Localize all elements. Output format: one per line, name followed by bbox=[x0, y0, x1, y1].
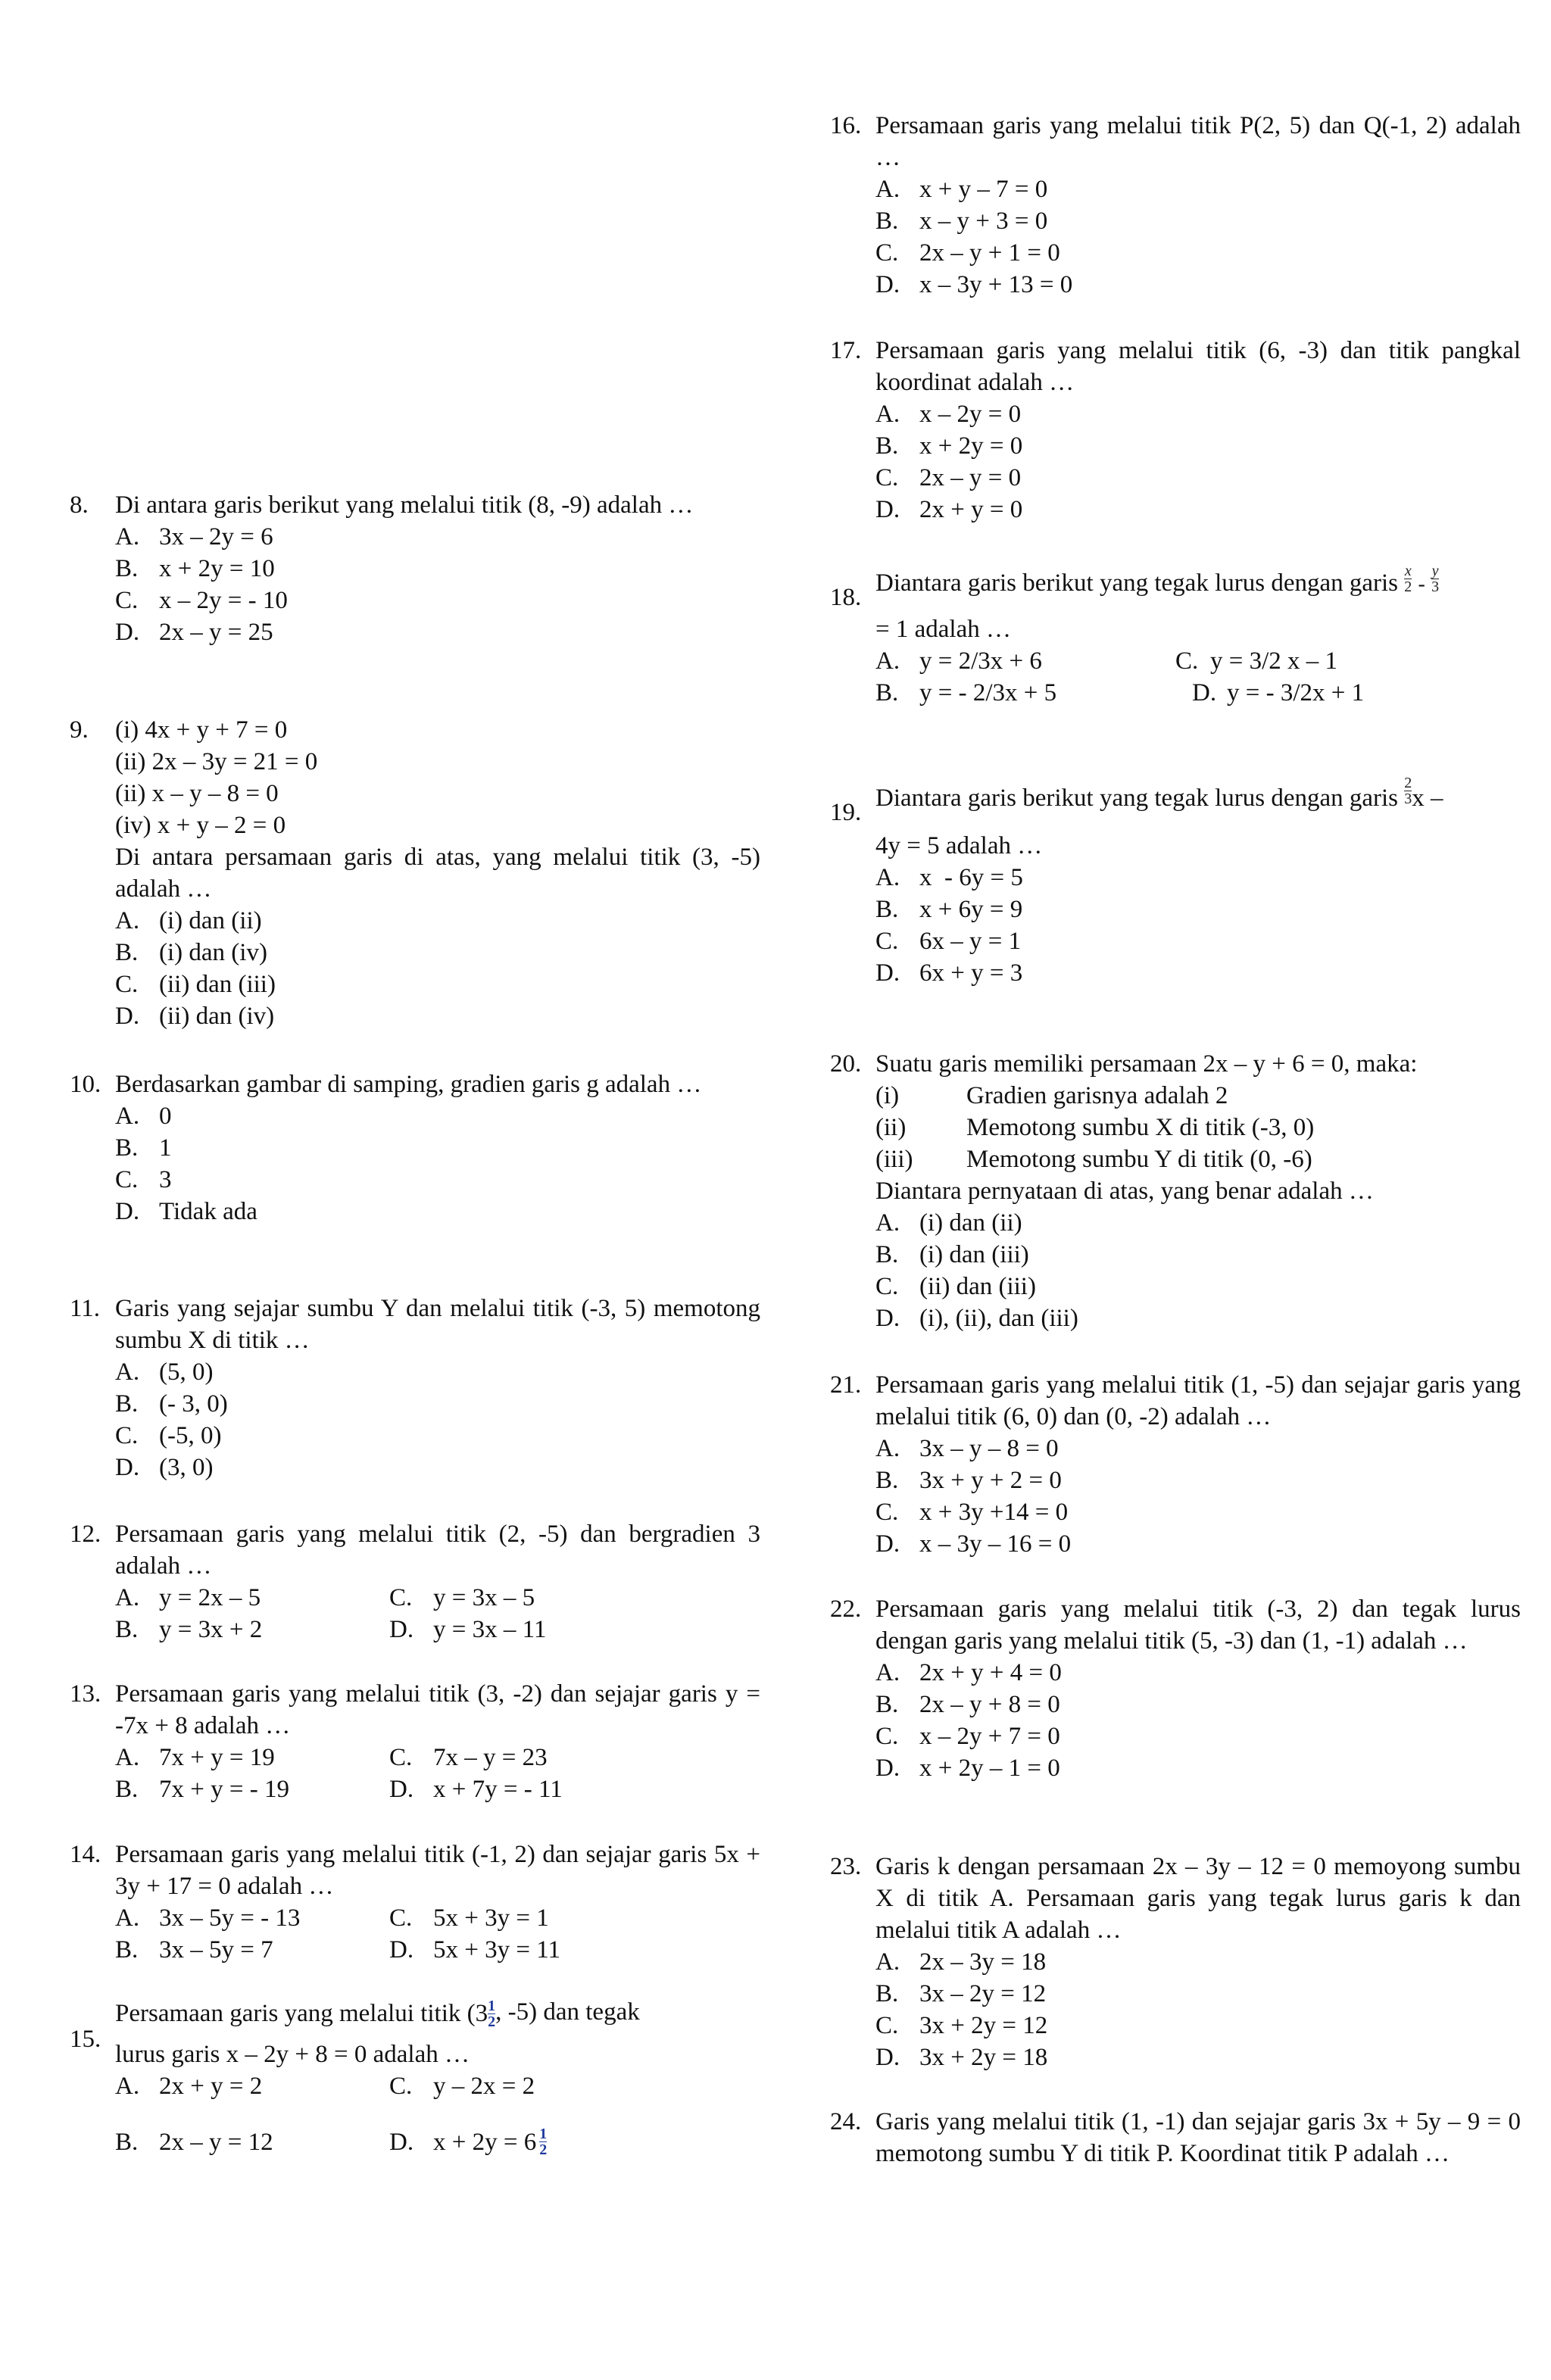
option-text: y = 3x – 11 bbox=[433, 1616, 547, 1643]
option-text: (i) dan (iv) bbox=[159, 939, 267, 966]
question-number: 23. bbox=[830, 1853, 862, 1880]
option-c[interactable] bbox=[389, 1742, 663, 1773]
stem-text: Persamaan garis yang melalui titik (3 bbox=[115, 2000, 488, 2027]
option-text: x + 3y +14 = 0 bbox=[919, 1499, 1069, 1526]
option-a[interactable] bbox=[115, 1902, 389, 1934]
option-b[interactable] bbox=[115, 1614, 389, 1645]
question-number: 18. bbox=[830, 584, 862, 611]
option-letter: D. bbox=[389, 1776, 414, 1803]
option-letter: C. bbox=[1175, 647, 1199, 675]
option-b[interactable] bbox=[115, 937, 760, 969]
option-text: 2x – y = 25 bbox=[159, 619, 273, 646]
option-text: 5x + 3y = 11 bbox=[433, 1936, 560, 1964]
option-text: 7x – y = 23 bbox=[433, 1744, 548, 1771]
option-letter: D. bbox=[115, 619, 140, 646]
statement-iii bbox=[875, 1143, 1521, 1175]
option-text: 2x + y + 4 = 0 bbox=[919, 1659, 1062, 1686]
option-text: 3x – y – 8 = 0 bbox=[919, 1435, 1059, 1462]
option-text: x – 2y + 7 = 0 bbox=[919, 1723, 1060, 1750]
option-letter: A. bbox=[115, 1584, 140, 1611]
option-text: (-5, 0) bbox=[159, 1422, 222, 1449]
option-d[interactable] bbox=[875, 494, 1521, 526]
option-text: 7x + y = - 19 bbox=[159, 1776, 289, 1803]
option-text: y = 2x – 5 bbox=[159, 1584, 261, 1611]
option-c[interactable] bbox=[875, 1720, 1521, 1752]
statement: (i) 4x + y + 7 = 0 bbox=[115, 716, 288, 744]
option-letter: A. bbox=[875, 1435, 900, 1462]
stem-text: = 1 adalah … bbox=[875, 616, 1011, 643]
question-number: 9. bbox=[70, 716, 89, 744]
option-text: 2x – y + 1 = 0 bbox=[919, 239, 1060, 267]
option-letter: A. bbox=[875, 1659, 900, 1686]
option-b[interactable] bbox=[875, 1978, 1521, 2010]
option-letter: C. bbox=[389, 1584, 413, 1611]
question-stem bbox=[875, 766, 1521, 862]
option-letter: B. bbox=[875, 1980, 899, 2007]
option-letter: C. bbox=[875, 2012, 899, 2039]
question-number: 24. bbox=[830, 2108, 862, 2135]
question-stem-continued: lurus garis x – 2y + 8 = 0 adalah … bbox=[115, 2041, 470, 2068]
question-number: 17. bbox=[830, 337, 862, 364]
stem-text: , -5) dan tegak bbox=[495, 1998, 640, 2026]
option-letter: B. bbox=[115, 1390, 139, 1418]
option-d[interactable] bbox=[115, 1000, 760, 1032]
option-text: 5x + 3y = 1 bbox=[433, 1904, 549, 1932]
option-letter: B. bbox=[875, 432, 899, 460]
option-text: x – 3y – 16 = 0 bbox=[919, 1530, 1072, 1558]
option-letter: B. bbox=[115, 555, 139, 582]
option-b[interactable] bbox=[115, 553, 760, 585]
question-stem: Persamaan garis yang melalui titik (3, -2) dan sejajar garis y = -7x + 8 adalah … bbox=[115, 1680, 760, 1739]
option-letter: D. bbox=[875, 959, 900, 987]
option-d[interactable] bbox=[115, 1452, 760, 1483]
question-stem: Garis yang sejajar sumbu Y dan melalui titik (-3, 5) memotong sumbu X di titik … bbox=[115, 1295, 760, 1354]
option-letter: C. bbox=[115, 971, 139, 998]
option-c[interactable] bbox=[115, 1420, 760, 1452]
question-stem: Persamaan garis yang melalui titik (-1, 2) dan sejajar garis 5x + 3y + 17 = 0 adalah … bbox=[115, 1841, 760, 1900]
option-b[interactable] bbox=[875, 1239, 1521, 1271]
question-12 bbox=[70, 1518, 760, 1645]
option-letter: C. bbox=[389, 1904, 413, 1932]
question-11 bbox=[70, 1293, 760, 1483]
option-letter: A. bbox=[115, 1744, 140, 1771]
fraction-denominator: 3 bbox=[1404, 791, 1412, 807]
option-letter: C. bbox=[875, 1723, 899, 1750]
option-text: (i) dan (ii) bbox=[919, 1209, 1022, 1237]
option-text: x + 7y = - 11 bbox=[433, 1776, 563, 1803]
question-stem: Persamaan garis yang melalui titik (2, -5) dan bergradien 3 adalah … bbox=[115, 1521, 760, 1580]
minus-sign: - bbox=[1418, 572, 1425, 596]
question-number: 16. bbox=[830, 112, 862, 139]
option-d[interactable] bbox=[875, 2042, 1521, 2073]
option-text: (3, 0) bbox=[159, 1454, 214, 1481]
question-stem: Di antara persamaan garis di atas, yang melalui titik (3, -5) adalah … bbox=[115, 844, 760, 903]
option-d[interactable] bbox=[389, 2126, 663, 2158]
option-letter: C. bbox=[115, 587, 139, 614]
question-stem: Persamaan garis yang melalui titik P(2, 5) dan Q(-1, 2) adalah … bbox=[875, 112, 1521, 171]
option-letter: B. bbox=[875, 1691, 899, 1718]
option-text: x + 2y = 0 bbox=[919, 432, 1023, 460]
option-c[interactable] bbox=[875, 1496, 1521, 1528]
option-b[interactable] bbox=[115, 1388, 760, 1420]
fraction-denominator: 2 bbox=[488, 2013, 496, 2030]
option-letter: B. bbox=[875, 679, 899, 707]
option-text: 2x – y = 0 bbox=[919, 464, 1022, 491]
statement-label: (i) bbox=[875, 1082, 900, 1109]
statement-label: (iii) bbox=[875, 1146, 913, 1173]
option-c[interactable] bbox=[875, 237, 1521, 269]
question-19 bbox=[830, 766, 1521, 989]
option-letter: A. bbox=[115, 1103, 140, 1130]
stem-text: Diantara garis berikut yang tegak lurus dengan garis bbox=[875, 784, 1399, 812]
option-text: (ii) dan (iii) bbox=[919, 1273, 1036, 1300]
option-text: 2x – 3y = 18 bbox=[919, 1948, 1047, 1976]
option-d[interactable] bbox=[389, 1934, 663, 1966]
option-a[interactable] bbox=[115, 1356, 760, 1388]
option-d[interactable] bbox=[389, 1773, 663, 1805]
option-letter: D. bbox=[1192, 679, 1217, 707]
option-a[interactable] bbox=[875, 1207, 1521, 1239]
option-c[interactable] bbox=[115, 1164, 760, 1196]
option-text: 2x + y = 0 bbox=[919, 496, 1023, 523]
option-letter: A. bbox=[875, 1209, 900, 1237]
option-d[interactable] bbox=[1192, 677, 1466, 709]
option-text: 6x – y = 1 bbox=[919, 928, 1022, 955]
option-text: 0 bbox=[159, 1103, 172, 1130]
question-number: 11. bbox=[70, 1295, 101, 1322]
option-text: 3 bbox=[159, 1166, 172, 1193]
option-b[interactable] bbox=[875, 205, 1521, 237]
option-letter: A. bbox=[875, 647, 900, 675]
question-stem: Suatu garis memiliki persamaan 2x – y + 6 = 0, maka: bbox=[875, 1050, 1418, 1078]
option-d[interactable] bbox=[875, 1528, 1521, 1560]
option-letter: A. bbox=[115, 1358, 140, 1386]
option-a[interactable] bbox=[875, 173, 1521, 205]
statement: (ii) x – y – 8 = 0 bbox=[115, 780, 279, 807]
question-20 bbox=[830, 1048, 1521, 1334]
statement: (ii) 2x – 3y = 21 = 0 bbox=[115, 748, 318, 775]
fraction-denominator: 2 bbox=[1404, 579, 1412, 595]
option-d[interactable] bbox=[115, 616, 760, 648]
question-stem: Di antara garis berikut yang melalui titik (8, -9) adalah … bbox=[115, 491, 694, 519]
stem-text: x – bbox=[1412, 784, 1443, 812]
option-c[interactable] bbox=[875, 925, 1521, 957]
question-number: 12. bbox=[70, 1521, 101, 1548]
question-17 bbox=[830, 335, 1521, 526]
question-number: 14. bbox=[70, 1841, 101, 1868]
question-21 bbox=[830, 1369, 1521, 1560]
option-text: 2x – y = 12 bbox=[159, 2129, 273, 2156]
question-stem: Persamaan garis yang melalui titik (-3, 2) dan tegak lurus dengan garis yang melalui titik (5, -3) dan (1, -1) adalah … bbox=[875, 1596, 1521, 1655]
option-text: y – 2x = 2 bbox=[433, 2073, 535, 2100]
stem-text: 4y = 5 adalah … bbox=[875, 832, 1043, 859]
option-letter: A. bbox=[875, 864, 900, 891]
question-number: 20. bbox=[830, 1050, 862, 1078]
question-10 bbox=[70, 1068, 760, 1227]
option-text: y = 3/2 x – 1 bbox=[1210, 647, 1338, 675]
fraction-numerator: 2 bbox=[1404, 775, 1412, 791]
option-a[interactable] bbox=[875, 1433, 1521, 1464]
fraction bbox=[539, 2126, 547, 2158]
option-letter: D. bbox=[875, 1755, 900, 1782]
option-text: x + 2y = 10 bbox=[159, 555, 275, 582]
question-number: 21. bbox=[830, 1371, 862, 1399]
fraction bbox=[488, 1998, 495, 2029]
option-text: 3x + y + 2 = 0 bbox=[919, 1467, 1062, 1494]
option-c[interactable] bbox=[875, 2010, 1521, 2042]
question-stem: Berdasarkan gambar di samping, gradien garis g adalah … bbox=[115, 1071, 702, 1098]
option-letter: B. bbox=[875, 1241, 899, 1268]
option-b[interactable] bbox=[115, 2126, 389, 2158]
option-b[interactable] bbox=[115, 1132, 760, 1164]
statement-text: Gradien garisnya adalah 2 bbox=[966, 1082, 1228, 1109]
statement-ii bbox=[875, 1112, 1521, 1143]
option-text: 3x + 2y = 18 bbox=[919, 2044, 1048, 2071]
option-letter: D. bbox=[115, 1003, 140, 1030]
option-a[interactable] bbox=[115, 521, 760, 553]
option-letter: D. bbox=[115, 1454, 140, 1481]
option-d[interactable] bbox=[875, 1302, 1521, 1334]
option-b[interactable] bbox=[875, 894, 1521, 925]
option-text: (5, 0) bbox=[159, 1358, 214, 1386]
option-letter: D. bbox=[875, 2044, 900, 2071]
option-text: 2x + y = 2 bbox=[159, 2073, 263, 2100]
question-stem: Garis yang melalui titik (1, -1) dan sejajar garis 3x + 5y – 9 = 0 memotong sumbu Y di titik P. Koordinat titik P adalah … bbox=[875, 2108, 1521, 2167]
option-b[interactable] bbox=[875, 430, 1521, 462]
question-number: 19. bbox=[830, 799, 862, 826]
fraction bbox=[1404, 563, 1412, 594]
option-letter: D. bbox=[389, 2129, 414, 2156]
fraction-numerator: 1 bbox=[539, 2126, 548, 2142]
option-a[interactable] bbox=[875, 862, 1521, 894]
option-text: 3x – 2y = 6 bbox=[159, 523, 273, 551]
option-text: 6x + y = 3 bbox=[919, 959, 1023, 987]
option-text: x - 6y = 5 bbox=[919, 864, 1023, 891]
option-a[interactable] bbox=[115, 1100, 760, 1132]
question-number: 13. bbox=[70, 1680, 101, 1708]
option-d[interactable] bbox=[875, 269, 1521, 301]
option-letter: B. bbox=[115, 939, 139, 966]
option-letter: C. bbox=[875, 239, 899, 267]
option-c[interactable] bbox=[875, 462, 1521, 494]
option-c[interactable] bbox=[875, 1271, 1521, 1302]
question-23 bbox=[830, 1851, 1521, 2073]
option-text: 3x – 5y = - 13 bbox=[159, 1904, 301, 1932]
option-letter: D. bbox=[389, 1616, 414, 1643]
option-text: (ii) dan (iv) bbox=[159, 1003, 275, 1030]
question-18 bbox=[830, 553, 1521, 709]
option-letter: C. bbox=[875, 1499, 899, 1526]
option-letter: B. bbox=[875, 207, 899, 235]
option-a[interactable] bbox=[115, 1582, 389, 1614]
option-letter: B. bbox=[115, 1616, 139, 1643]
option-letter: C. bbox=[389, 1744, 413, 1771]
statement-label: (ii) bbox=[875, 1114, 907, 1141]
option-letter: C. bbox=[875, 464, 899, 491]
question-stem bbox=[115, 1996, 760, 2029]
option-b[interactable] bbox=[115, 1934, 389, 1966]
fraction-numerator: y bbox=[1431, 563, 1439, 579]
option-letter: B. bbox=[115, 1134, 139, 1162]
statement: (iv) x + y – 2 = 0 bbox=[115, 812, 286, 839]
fraction-numerator: 1 bbox=[488, 1998, 496, 2014]
option-text: y = 2/3x + 6 bbox=[919, 647, 1042, 675]
question-16 bbox=[830, 110, 1521, 301]
question-15 bbox=[70, 1996, 760, 2158]
option-letter: A. bbox=[115, 1904, 140, 1932]
option-letter: C. bbox=[875, 1273, 899, 1300]
option-letter: B. bbox=[875, 1467, 899, 1494]
statement-text: Memotong sumbu X di titik (-3, 0) bbox=[966, 1114, 1315, 1141]
question-13 bbox=[70, 1678, 760, 1805]
option-text: 3x – 2y = 12 bbox=[919, 1980, 1047, 2007]
option-c[interactable] bbox=[389, 2070, 663, 2102]
question-9 bbox=[70, 714, 760, 1032]
option-a[interactable] bbox=[875, 1946, 1521, 1978]
option-b[interactable] bbox=[875, 1464, 1521, 1496]
option-text: 2x – y + 8 = 0 bbox=[919, 1691, 1060, 1718]
option-letter: B. bbox=[115, 1776, 139, 1803]
option-text: (ii) dan (iii) bbox=[159, 971, 276, 998]
option-text: (i) dan (iii) bbox=[919, 1241, 1029, 1268]
question-number: 8. bbox=[70, 491, 89, 519]
option-letter: C. bbox=[875, 928, 899, 955]
option-letter: D. bbox=[115, 1198, 140, 1225]
fraction-denominator: 3 bbox=[1431, 579, 1440, 595]
option-text: (i) dan (ii) bbox=[159, 907, 262, 934]
option-text: (- 3, 0) bbox=[159, 1390, 228, 1418]
option-text: x + 2y – 1 = 0 bbox=[919, 1755, 1060, 1782]
option-letter: A. bbox=[115, 907, 140, 934]
statement-text: Memotong sumbu Y di titik (0, -6) bbox=[966, 1146, 1312, 1173]
option-letter: D. bbox=[389, 1936, 414, 1964]
option-d[interactable] bbox=[875, 957, 1521, 989]
question-number: 15. bbox=[70, 2026, 101, 2053]
fraction-numerator: x bbox=[1404, 563, 1412, 579]
option-letter: A. bbox=[115, 2073, 140, 2100]
option-c[interactable] bbox=[115, 585, 760, 616]
option-b[interactable] bbox=[875, 677, 1192, 709]
option-a[interactable] bbox=[875, 398, 1521, 430]
option-d[interactable] bbox=[875, 1752, 1521, 1784]
option-letter: C. bbox=[389, 2073, 413, 2100]
question-number: 22. bbox=[830, 1596, 862, 1623]
fraction bbox=[1404, 775, 1412, 806]
option-letter: D. bbox=[875, 1530, 900, 1558]
stem-text: Diantara garis berikut yang tegak lurus dengan garis bbox=[875, 569, 1399, 597]
option-text: x – 2y = 0 bbox=[919, 401, 1022, 428]
option-text: Tidak ada bbox=[159, 1198, 257, 1225]
option-b[interactable] bbox=[115, 1773, 389, 1805]
option-b[interactable] bbox=[875, 1689, 1521, 1720]
option-text: x + 2y = 6 bbox=[433, 2129, 537, 2156]
option-text: y = - 3/2x + 1 bbox=[1227, 679, 1365, 707]
option-a[interactable] bbox=[115, 905, 760, 937]
option-text: x – 3y + 13 = 0 bbox=[919, 271, 1073, 298]
question-8 bbox=[70, 489, 760, 648]
option-text: (i), (ii), dan (iii) bbox=[919, 1305, 1078, 1332]
option-text: 3x + 2y = 12 bbox=[919, 2012, 1048, 2039]
option-c[interactable] bbox=[115, 969, 760, 1000]
fraction-denominator: 2 bbox=[539, 2141, 548, 2158]
option-letter: A. bbox=[115, 523, 140, 551]
option-letter: D. bbox=[875, 1305, 900, 1332]
question-number: 10. bbox=[70, 1071, 101, 1098]
question-22 bbox=[830, 1593, 1521, 1784]
option-text: y = 3x – 5 bbox=[433, 1584, 535, 1611]
option-letter: C. bbox=[115, 1422, 139, 1449]
option-text: 7x + y = 19 bbox=[159, 1744, 275, 1771]
option-text: 1 bbox=[159, 1134, 172, 1162]
question-stem bbox=[875, 553, 1521, 645]
question-stem-continued: Diantara pernyataan di atas, yang benar adalah … bbox=[875, 1178, 1374, 1205]
option-text: x – y + 3 = 0 bbox=[919, 207, 1048, 235]
option-letter: A. bbox=[875, 401, 900, 428]
question-24 bbox=[830, 2106, 1521, 2169]
option-a[interactable] bbox=[875, 1657, 1521, 1689]
statement-i bbox=[875, 1080, 1521, 1112]
option-text: y = 3x + 2 bbox=[159, 1616, 263, 1643]
option-letter: C. bbox=[115, 1166, 139, 1193]
option-c[interactable] bbox=[1175, 645, 1450, 677]
option-a[interactable] bbox=[115, 2070, 389, 2102]
option-letter: B. bbox=[115, 2129, 139, 2156]
question-stem: Garis k dengan persamaan 2x – 3y – 12 = 0 memoyong sumbu X di titik A. Persamaan garis yang tegak lurus garis k dan melalui titik A adalah … bbox=[875, 1853, 1521, 1944]
option-text: y = - 2/3x + 5 bbox=[919, 679, 1057, 707]
option-a[interactable] bbox=[115, 1742, 389, 1773]
option-a[interactable] bbox=[875, 645, 1175, 677]
option-letter: D. bbox=[875, 496, 900, 523]
option-d[interactable] bbox=[389, 1614, 663, 1645]
question-stem: Persamaan garis yang melalui titik (6, -3) dan titik pangkal koordinat adalah … bbox=[875, 337, 1521, 396]
option-text: 3x – 5y = 7 bbox=[159, 1936, 273, 1964]
option-letter: A. bbox=[875, 1948, 900, 1976]
option-letter: B. bbox=[875, 896, 899, 923]
option-c[interactable] bbox=[389, 1902, 663, 1934]
option-text: x + y – 7 = 0 bbox=[919, 176, 1048, 203]
option-c[interactable] bbox=[389, 1582, 663, 1614]
fraction bbox=[1431, 563, 1439, 594]
question-stem: Persamaan garis yang melalui titik (1, -5) dan sejajar garis yang melalui titik (6, 0) dan (0, -2) adalah … bbox=[875, 1371, 1521, 1430]
option-letter: A. bbox=[875, 176, 900, 203]
question-14 bbox=[70, 1839, 760, 1966]
option-letter: D. bbox=[875, 271, 900, 298]
option-letter: B. bbox=[115, 1936, 139, 1964]
option-text: x + 6y = 9 bbox=[919, 896, 1023, 923]
option-d[interactable] bbox=[115, 1196, 760, 1227]
option-text: x – 2y = - 10 bbox=[159, 587, 288, 614]
